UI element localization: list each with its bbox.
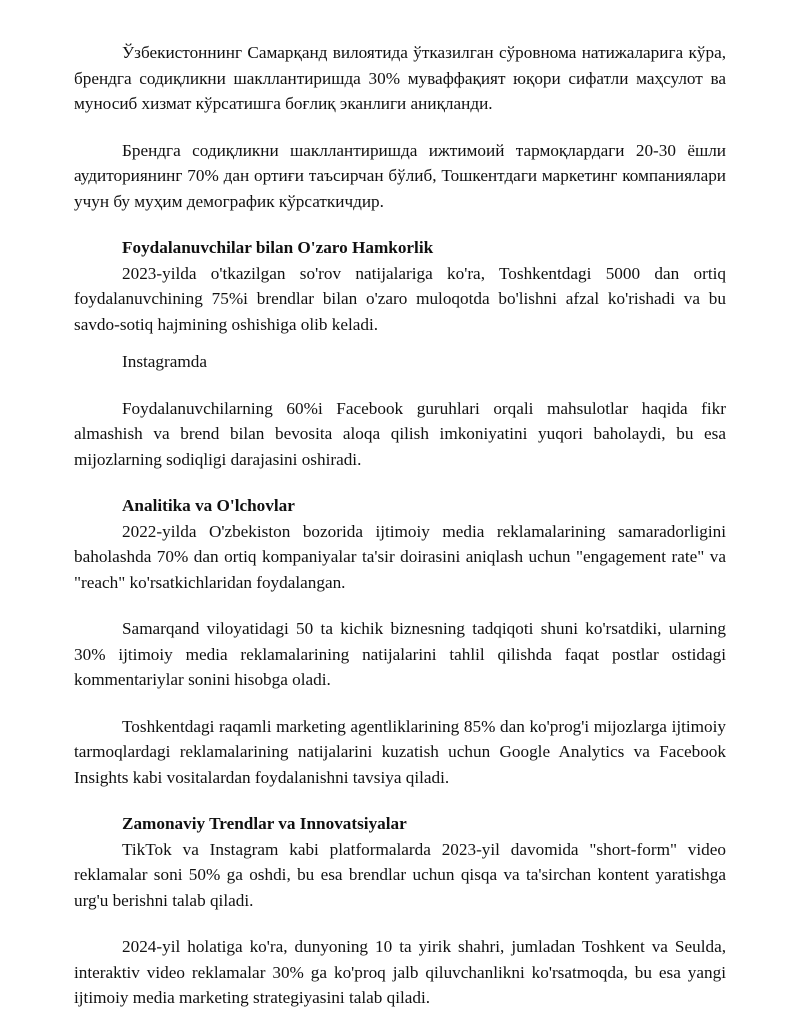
paragraph-small-business-study: Samarqand viloyatidagi 50 ta kichik biznesning tadqiqoti shuni ko'rsatdiki, ularning 30% ijtimoiy media reklamalarining natijalarini tahlil qilishda faqat postlar ostidagi kommentariylar sonini hisobga oladi. [74, 619, 726, 689]
paragraph-social-audience: Брендга содиқликни шакллантиришда ижтимоий тармоқлардаги 20-30 ёшли аудиториянинг 70% дан ортиғи таъсирчан бўлиб, Тошкентдаги маркетинг компаниялари учун бу муҳим демографик кўрсаткичдир. [74, 140, 726, 211]
paragraph-interactive-video: 2024-yil holatiga ko'ra, dunyoning 10 ta yirik shahri, jumladan Toshkent va Seulda, interaktiv video reklamalar 30% ga ko'proq jalb qiluvchanlikni ko'rsatmoqda, bu esa yangi ijtimoiy media marketing strategiyasini talab qiladi. [74, 937, 726, 1007]
section-heading-analytics: Analitika va O'lchovlar [122, 496, 295, 515]
section-heading-trends: Zamonaviy Trendlar va Innovatsiyalar [122, 814, 407, 833]
document-page [74, 40, 726, 1011]
paragraph-instagram: Instagramda [122, 352, 207, 371]
paragraph-agencies-tools: Toshkentdagi raqamli marketing agentliklarining 85% dan ko'prog'i mijozlarga ijtimoiy tarmoqlardagi reklamalarining natijalarini kuzatish uchun Google Analytics va Facebook Insights kabi vositalardan foydalanishni tavsiya qiladi. [74, 716, 726, 787]
paragraph-short-form-video: TikTok va Instagram kabi platformalarda 2023-yil davomida "short-form" video reklamalar soni 50% ga oshdi, bu esa brendlar uchun qisqa va ta'sirchan kontent yaratishga urg'u berishni talab qiladi. [74, 839, 726, 910]
section-heading-user-interaction: Foydalanuvchilar bilan O'zaro Hamkorlik [122, 238, 434, 257]
paragraph-engagement-rate: 2022-yilda O'zbekiston bozorida ijtimoiy media reklamalarining samaradorligini baholashda 70% dan ortiq kompaniyalar ta'sir doirasini aniqlash uchun "engagement rate" va "reach" ko'rsatkichlaridan foydalangan. [74, 521, 726, 592]
paragraph-user-survey-2023: 2023-yilda o'tkazilgan so'rov natijalariga ko'ra, Toshkentdagi 5000 dan ortiq foydalanuvchining 75%i brendlar bilan o'zaro muloqotda bo'lishni afzal ko'rishadi va bu savdo-sotiq hajmining oshishiga olib keladi. [74, 263, 726, 334]
paragraph-samarkand-survey: Ўзбекистоннинг Самарқанд вилоятида ўтказилган сўровнома натижаларига кўра, брендга содиқликни шакллантиришда 30% муваффақият юқори сифатли маҳсулот ва муносиб хизмат кўрсатишга боғлиқ эканлиги аниқланди. [74, 43, 726, 113]
paragraph-facebook-groups: Foydalanuvchilarning 60%i Facebook guruhlari orqali mahsulotlar haqida fikr almashish va brend bilan bevosita aloqa qilish imkoniyatini yuqori baholaydi, bu esa mijozlarning sodiqligi darajasini oshiradi. [74, 398, 726, 469]
